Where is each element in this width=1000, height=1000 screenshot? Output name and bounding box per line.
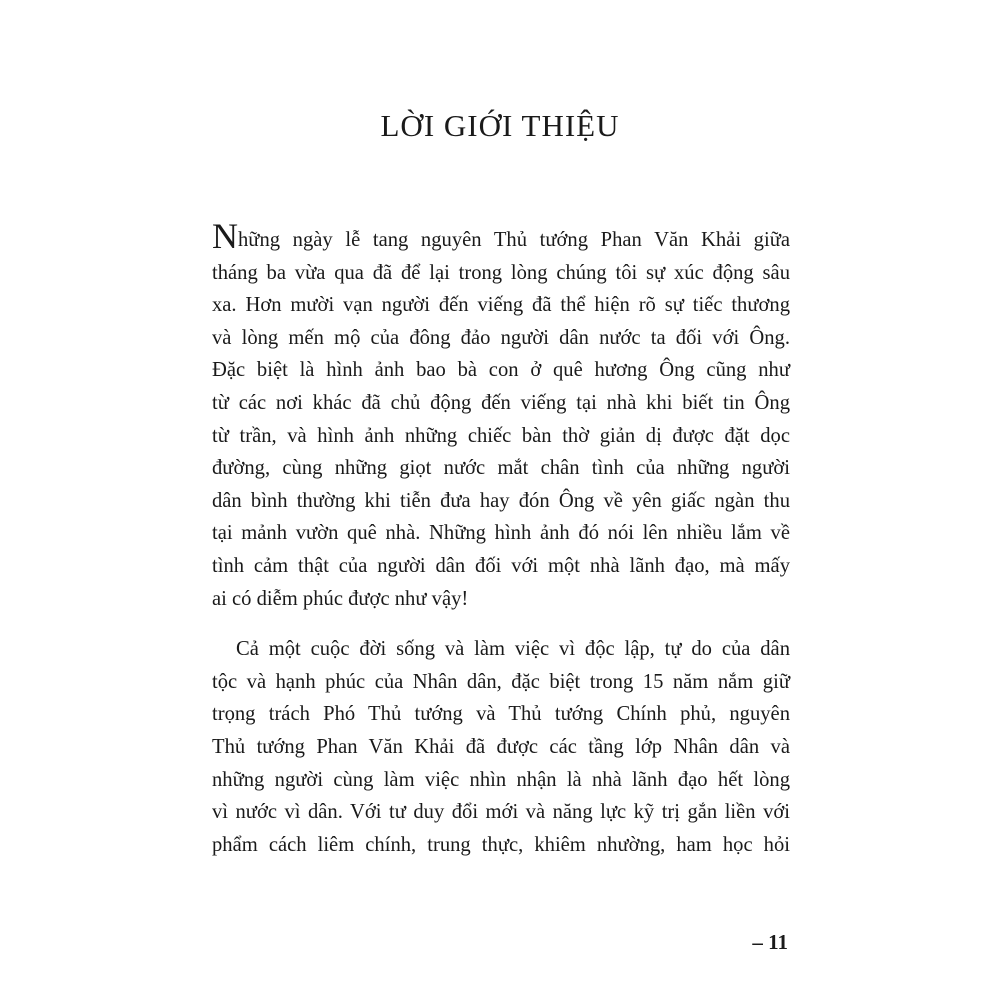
paragraph-2-line: vì nước vì dân. Với tư duy đổi mới và năng lực kỹ trị gắn liền với (212, 801, 790, 824)
paragraph-2-line: tộc và hạnh phúc của Nhân dân, đặc biệt trong 15 năm nắm giữ (212, 670, 790, 693)
paragraph-1-line: xa. Hơn mười vạn người đến viếng đã thể hiện rõ sự tiếc thương (212, 294, 790, 317)
paragraph-1-line: dân bình thường khi tiễn đưa hay đón Ông về yên giấc ngàn thu (212, 489, 790, 512)
paragraph-2-line: Cả một cuộc đời sống và làm việc vì độc lập, tự do của dân (236, 638, 790, 661)
drop-cap: N (212, 216, 238, 256)
paragraph-1-line: ai có diễm phúc được như vậy! (212, 587, 469, 610)
paragraph-1 (212, 216, 790, 615)
paragraph-1-line: Đặc biệt là hình ảnh bao bà con ở quê hương Ông cũng như (212, 359, 790, 382)
paragraph-1-line-text: hững ngày lễ tang nguyên Thủ tướng Phan Văn Khải giữa (238, 229, 790, 251)
paragraph-2 (212, 633, 790, 861)
paragraph-2-line: trọng trách Phó Thủ tướng và Thủ tướng Chính phủ, nguyên (212, 703, 790, 726)
page-number: – 11 (752, 930, 788, 954)
paragraph-1-line: từ các nơi khác đã chủ động đến viếng tại nhà khi biết tin Ông (212, 391, 790, 414)
paragraph-1-line: tình cảm thật của người dân đối với một nhà lãnh đạo, mà mấy (212, 554, 790, 577)
paragraph-1-line: tháng ba vừa qua đã để lại trong lòng chúng tôi sự xúc động sâu (212, 261, 790, 284)
paragraph-2-line: những người cùng làm việc nhìn nhận là nhà lãnh đạo hết lòng (212, 768, 790, 791)
paragraph-1-line: đường, cùng những giọt nước mắt chân tình của những người (212, 457, 790, 480)
paragraph-1-line: tại mảnh vườn quê nhà. Những hình ảnh đó nói lên nhiều lắm về (212, 522, 790, 545)
paragraph-1-line (212, 216, 790, 257)
paragraph-1-line: từ trần, và hình ảnh những chiếc bàn thờ giản dị được đặt dọc (212, 424, 790, 447)
paragraph-2-line: phẩm cách liêm chính, trung thực, khiêm nhường, ham học hỏi (212, 833, 790, 856)
chapter-title: LỜI GIỚI THIỆU (380, 108, 620, 143)
paragraph-1-line: và lòng mến mộ của đông đảo người dân nước ta đối với Ông. (212, 326, 790, 349)
body-text (212, 216, 790, 861)
paragraph-2-line: Thủ tướng Phan Văn Khải đã được các tầng lớp Nhân dân và (212, 735, 790, 758)
